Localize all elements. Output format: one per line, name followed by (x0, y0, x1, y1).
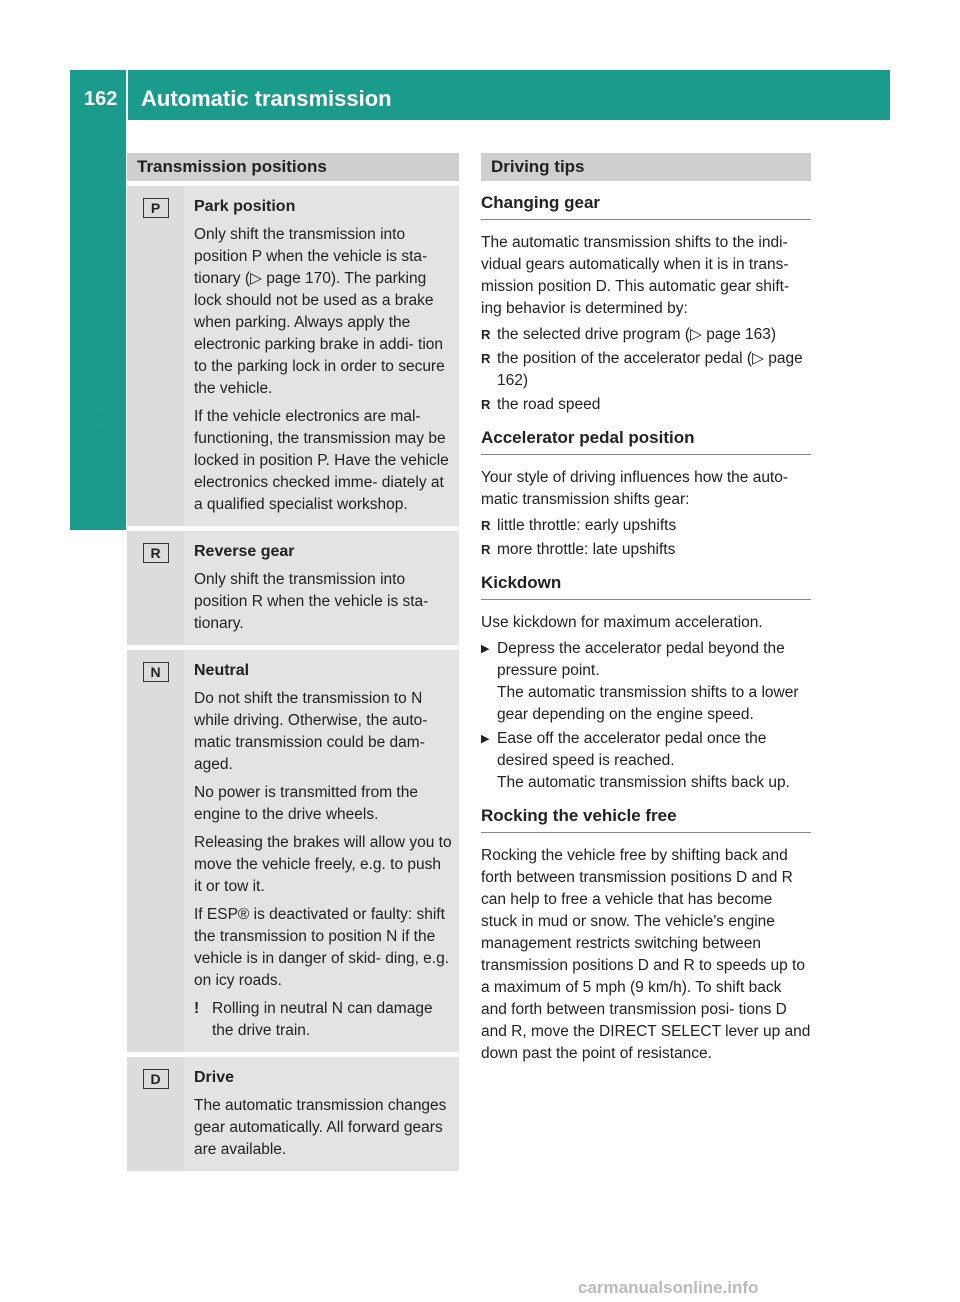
section-heading: Accelerator pedal position (481, 428, 811, 455)
row-title: Drive (194, 1069, 235, 1086)
step-result: The automatic transmission shifts to a lower gear depending on the engine speed. (497, 684, 799, 723)
row-text: Do not shift the transmission to N while driving. Otherwise, the auto- matic transmission could be dam- aged. (194, 690, 428, 773)
table-row (127, 645, 459, 1052)
step-result: The automatic transmission shifts back up. (497, 774, 790, 791)
list-item: R more throttle: late upshifts (481, 539, 811, 561)
gear-p-icon: P (143, 198, 169, 218)
list-item: R the position of the accelerator pedal (▷ page 162) (481, 348, 811, 392)
transmission-positions-table (127, 153, 459, 1171)
table-heading: Transmission positions (127, 153, 459, 181)
row-text: No power is transmitted from the engine to the drive wheels. (194, 784, 418, 823)
page-title: Automatic transmission (141, 86, 392, 111)
row-text: Releasing the brakes will allow you to move the vehicle freely, e.g. to push it or tow it. (194, 834, 452, 895)
paragraph: Rocking the vehicle free by shifting back and forth between transmission positions D and R can help to free a vehicle that has become stuck in mud or snow. The vehicle's engine management restricts switching between transmission positions D and R to speeds up to a maximum of 5 mph (9 km/h). To shift back and forth between transmission posi- tions D and R, move the DIRECT SELECT lever up and down past the point of resistance. (481, 847, 811, 1062)
row-title: Reverse gear (194, 543, 295, 560)
table-row (127, 181, 459, 526)
section-heading: Kickdown (481, 573, 811, 600)
table-row (127, 1052, 459, 1171)
row-text: The automatic transmission changes gear automatically. All forward gears are available. (194, 1097, 447, 1158)
step-list (481, 638, 811, 794)
list-item (481, 728, 811, 794)
list-item: R the road speed (481, 394, 811, 416)
step-action: Ease off the accelerator pedal once the desired speed is reached. (497, 730, 767, 769)
row-text: Only shift the transmission into position P when the vehicle is sta- tionary (▷ page 170). The parking lock should not be used as a brake when parking. Always apply the electronic parking brake in addi- tion to the parking lock in order to secure the vehicle. (194, 226, 445, 397)
list-item: R the selected drive program (▷ page 163) (481, 324, 811, 346)
list-item: R little throttle: early upshifts (481, 515, 811, 537)
header-divider (126, 70, 128, 120)
bullet-list (481, 515, 811, 561)
row-text: If the vehicle electronics are mal- functioning, the transmission may be locked in position P. Have the vehicle electronics checked imme- diately at a qualified specialist workshop. (194, 408, 449, 513)
watermark: carmanualsonline.info (578, 1278, 759, 1297)
list-item (481, 638, 811, 726)
section-heading: Rocking the vehicle free (481, 806, 811, 833)
row-text: If ESP® is deactivated or faulty: shift the transmission to position N if the vehicle is in danger of skid- ding, e.g. on icy roads. (194, 906, 450, 989)
warning-text: Rolling in neutral N can damage the drive train. (212, 1000, 433, 1039)
driving-tips (481, 153, 811, 1069)
section-heading: Changing gear (481, 193, 811, 220)
side-tab-label: Driving and parking (85, 226, 110, 434)
paragraph: Use kickdown for maximum acceleration. (481, 614, 763, 631)
step-action: Depress the accelerator pedal beyond the pressure point. (497, 640, 785, 679)
section-banner: Driving tips (481, 153, 811, 181)
paragraph: The automatic transmission shifts to the indi- vidual gears automatically when it is in trans- mission position D. This automatic gear shift- ing behavior is determined by: (481, 234, 790, 317)
page-number: 162 (84, 88, 118, 110)
gear-d-icon: D (143, 1069, 169, 1089)
bullet-list (481, 324, 811, 416)
table-row (127, 526, 459, 645)
warning-note (194, 998, 453, 1042)
row-text: Only shift the transmission into position R when the vehicle is sta- tionary. (194, 571, 429, 632)
paragraph: Your style of driving influences how the auto- matic transmission shifts gear: (481, 469, 789, 508)
gear-r-icon: R (143, 543, 169, 563)
row-title: Park position (194, 198, 296, 215)
row-title: Neutral (194, 662, 250, 679)
warning-icon: ! (194, 1000, 200, 1017)
gear-n-icon: N (143, 662, 169, 682)
